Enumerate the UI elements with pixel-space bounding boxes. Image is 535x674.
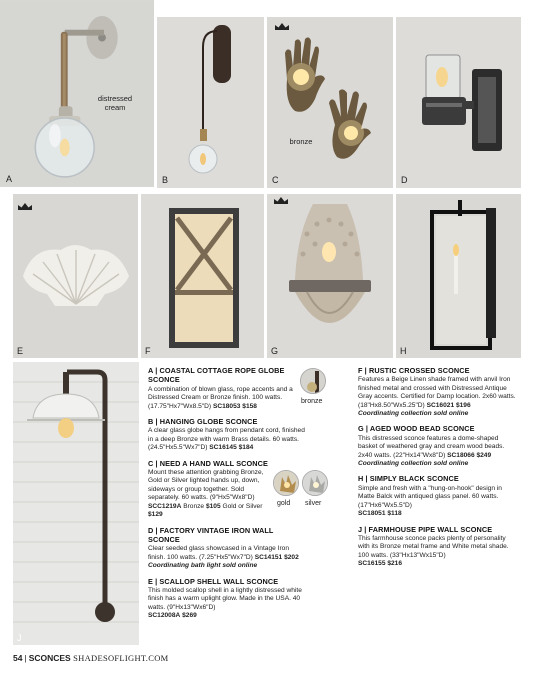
product-f-body: Features a Beige Linen shade framed with anvil Iron finished metal and crossed with Distressed Antique Gray accents. Certified for Damp location. 2x60 watts. (18"Hx8.50"Wx5.25"D)	[358, 376, 516, 409]
page-footer: 54 | SCONCES SHADESOFLIGHT.COM	[13, 653, 169, 663]
product-e	[148, 578, 306, 621]
photo-c[interactable]	[267, 17, 393, 188]
photo-letter-b: B	[162, 175, 169, 185]
crown-icon-c	[274, 22, 290, 31]
product-d-price: $202	[284, 553, 299, 561]
product-c-body: Mount these attention grabbing Bronze, Gold or Silver lighted hands up, down, sideways or group together. Sold separately. 60 watts. (9"Hx5"Wx8"D)	[148, 469, 264, 502]
photo-a[interactable]	[0, 0, 157, 190]
bronze-swatch-label: bronze	[301, 398, 323, 405]
product-j-price: $216	[387, 560, 403, 568]
crown-icon-e	[17, 202, 33, 211]
page-number: 54	[13, 653, 23, 663]
product-c-finish-b: Gold or Silver	[222, 502, 263, 510]
product-h-price: $118	[387, 510, 402, 518]
website-link[interactable]: SHADESOFLIGHT.COM	[73, 653, 169, 663]
product-d-body: Clear seeded glass showcased in a Vintage Iron finish. 100 watts. (7.25"Hx5"Wx7"D)	[148, 545, 289, 561]
silver-swatch-label: silver	[305, 500, 322, 507]
vintage-iron-sconce-image	[396, 17, 521, 188]
product-a-price: $158	[242, 402, 257, 410]
product-h-body: Simple and fresh with a "hung-on-hook" design in Matte Balck with antiqued glass panel. 60 watts. (17"Hx6"Wx5.5"D)	[358, 484, 502, 509]
bronze-finish-swatch[interactable]	[300, 368, 326, 394]
product-c-price: $105	[205, 502, 221, 510]
product-j-title[interactable]: J | FARMHOUSE PIPE WALL SCONCE	[358, 524, 493, 534]
product-e-sku: SC12008A	[148, 612, 181, 620]
product-j-sku: SC16155	[358, 560, 386, 568]
silver-finish-swatch[interactable]	[302, 470, 328, 496]
photo-b[interactable]	[157, 17, 264, 188]
product-e-body: This molded scallop shell in a lightly distressed white finish has a warm uplight glow. Made in the USA. 40 watts. (9"Hx13"Wx6"D)	[148, 586, 302, 611]
product-a-body: A combination of blown glass, rope accents and a Distressed Cream or Bronze finish. 100 watts. (17.75"Hx7"Wx8.5"D)	[148, 385, 293, 410]
photo-letter-d: D	[401, 175, 408, 185]
product-f	[358, 367, 518, 418]
finish-caption-a: distressed cream	[97, 94, 133, 112]
photo-letter-j: J	[17, 633, 22, 643]
hanging-globe-sconce-image	[157, 17, 264, 188]
scallop-shell-sconce-image	[13, 194, 138, 358]
product-g-coordinating-note: Coordinating collection sold online	[358, 460, 469, 468]
product-d	[148, 527, 306, 571]
section-name: SCONCES	[28, 653, 71, 663]
product-b-title[interactable]: B | HANGING GLOBE SCONCE	[148, 417, 258, 427]
product-c-sku: SCC1219A	[148, 502, 182, 510]
simply-black-sconce-image	[396, 194, 521, 358]
product-j-body: This farmhouse sconce packs plenty of personality with its Bronze metal frame and White metal shade. 100 watts. (33"Hx13"Wx15"D)	[358, 534, 509, 559]
photo-letter-a: A	[6, 174, 13, 184]
product-h-title[interactable]: H | SIMPLY BLACK SCONCE	[358, 474, 459, 484]
product-f-sku: SC16021	[426, 401, 455, 409]
finish-caption-c: bronze	[289, 137, 313, 146]
product-g	[358, 425, 518, 468]
product-d-title[interactable]: D | FACTORY VINTAGE IRON WALL SCONCE	[148, 525, 274, 544]
product-h	[358, 475, 518, 518]
product-c-finish-a: Bronze	[183, 502, 205, 510]
hand-sconce-image	[267, 17, 393, 188]
product-f-title[interactable]: F | RUSTIC CROSSED SCONCE	[358, 366, 470, 375]
farmhouse-pipe-sconce-image	[13, 362, 139, 645]
photo-letter-g: G	[271, 346, 279, 356]
product-f-price: $196	[455, 401, 471, 409]
wood-bead-sconce-image	[267, 194, 393, 358]
product-a-title[interactable]: A | COASTAL COTTAGE ROPE GLOBE SCONCE	[148, 366, 285, 385]
rustic-crossed-sconce-image	[141, 194, 264, 358]
product-descriptions-left	[148, 367, 306, 628]
gold-swatch-label: gold	[277, 500, 291, 507]
product-c-price2: $129	[148, 511, 163, 519]
photo-letter-f: F	[145, 346, 151, 356]
product-b-body: A clear glass globe hangs from pendant cord, finished in a deep Bronze with warm Brass details. 60 watts. (24.5"Hx5.5"Wx7"D)	[148, 427, 305, 452]
product-descriptions-right	[358, 367, 518, 576]
product-b	[148, 418, 306, 453]
product-c	[148, 460, 270, 520]
photo-g[interactable]	[267, 194, 393, 358]
product-g-price: $249	[476, 451, 492, 459]
product-b-price: $184	[238, 444, 254, 452]
product-f-coordinating-note: Coordinating collection sold online	[358, 410, 469, 418]
product-h-sku: SC18051	[358, 510, 386, 518]
photo-e[interactable]	[13, 194, 138, 358]
product-g-sku: SC18066	[447, 451, 475, 459]
photo-letter-e: E	[17, 346, 24, 356]
photo-j[interactable]	[13, 362, 139, 645]
photo-letter-h: H	[400, 346, 407, 356]
product-j	[358, 526, 518, 569]
photo-d[interactable]	[396, 17, 521, 188]
product-b-sku: SC16145	[209, 444, 237, 452]
photo-f[interactable]	[141, 194, 264, 358]
crown-icon-g	[273, 196, 289, 205]
product-g-title[interactable]: G | AGED WOOD BEAD SCONCE	[358, 424, 475, 434]
product-a	[148, 367, 306, 411]
product-d-sku: SC14151	[254, 553, 283, 561]
product-g-body: This distressed sconce features a dome-shaped basket of weathered gray and cream wood beads. 2x40 watts. (22"Hx14"Wx8"D)	[358, 434, 505, 459]
product-a-sku: SC18053	[212, 402, 241, 410]
product-e-title[interactable]: E | SCALLOP SHELL WALL SCONCE	[148, 576, 279, 586]
product-d-coordinating-note: Coordinating bath light sold online	[148, 562, 258, 570]
product-c-title[interactable]: C | NEED A HAND WALL SCONCE	[148, 458, 269, 468]
product-e-price: $269	[182, 612, 197, 620]
photo-letter-c: C	[272, 175, 279, 185]
gold-finish-swatch[interactable]	[273, 470, 299, 496]
photo-h[interactable]	[396, 194, 521, 358]
